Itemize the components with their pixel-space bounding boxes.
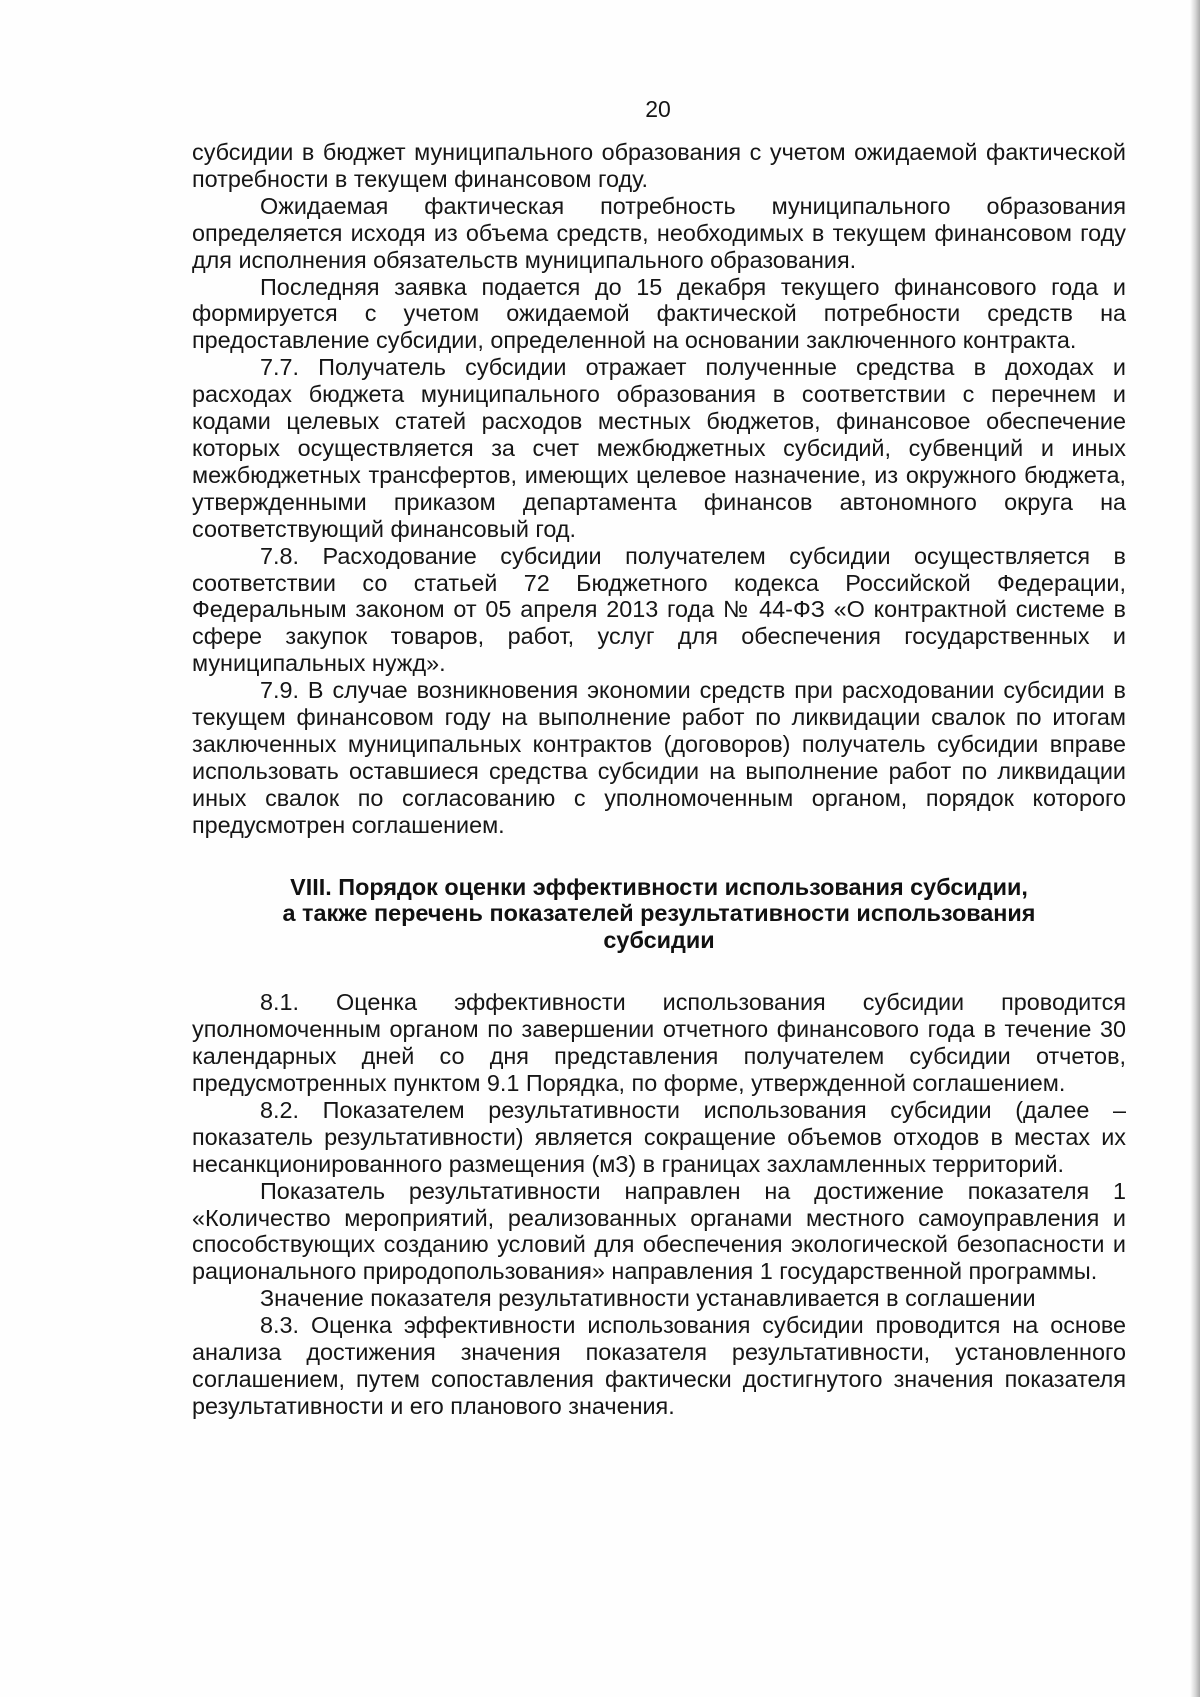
- paragraph-8-1: 8.1. Оценка эффективности использования субсидии проводится уполномоченным органом по завершении отчетного финансового года в течение 30 календарных дней со дня представления получателем субсидии отчетов, предусмотренных пунктом 9.1 Порядка, по форме, утвержденной соглашением.: [192, 989, 1126, 1096]
- paragraph-7-8: 7.8. Расходование субсидии получателем субсидии осуществляется в соответствии со статьей 72 Бюджетного кодекса Российской Федерации, Федеральным законом от 05 апреля 2013 года № 44-ФЗ «О контрактной системе в сфере закупок товаров, работ, услуг для обеспечения государственных и муниципальных нужд».: [192, 542, 1126, 677]
- paragraph-8-2: 8.2. Показателем результативности использования субсидии (далее – показатель результативности) является сокращение объемов отходов в местах их несанкционированного размещения (м3) в границах захламленных территорий.: [192, 1096, 1126, 1177]
- paragraph-indicator-value: Значение показателя результативности устанавливается в соглашении: [260, 1285, 1036, 1312]
- section-heading-line-3: субсидии: [603, 927, 715, 954]
- scan-page-edge: [1190, 0, 1200, 1697]
- paragraph-indicator-direction: Показатель результативности направлен на достижение показателя 1 «Количество мероприятий, реализованных органами местного самоуправления и способствующих созданию условий для обеспечения экологической безопасности и рационального природопользования» направления 1 государственной программы.: [192, 1177, 1126, 1285]
- paragraph-7-9: 7.9. В случае возникновения экономии средств при расходовании субсидии в текущем финансовом году на выполнение работ по ликвидации свалок по итогам заключенных муниципальных контрактов (договоров) получатель субсидии вправе использовать оставшиеся средства субсидии на выполнение работ по ликвидации иных свалок по согласованию с уполномоченным органом, порядок которого предусмотрен соглашением.: [192, 677, 1126, 838]
- paragraph-expected-need: Ожидаемая фактическая потребность муниципального образования определяется исходя из объема средств, необходимых в текущем финансовом году для исполнения обязательств муниципального образования.: [192, 192, 1126, 273]
- document-body: [192, 139, 1126, 1420]
- paragraph-last-application: Последняя заявка подается до 15 декабря текущего финансового года и формируется с учетом ожидаемой фактической потребности средств на предоставление субсидии, определенной на основании заключенного контракта.: [192, 273, 1126, 354]
- paragraph-continuation: субсидии в бюджет муниципального образования с учетом ожидаемой фактической потребности в текущем финансовом году.: [192, 139, 1126, 192]
- section-heading-line-1: VIII. Порядок оценки эффективности использования субсидии,: [290, 873, 1028, 900]
- paragraph-7-7: 7.7. Получатель субсидии отражает полученные средства в доходах и расходах бюджета муниципального образования в соответствии с перечнем и кодами целевых статей расходов местных бюджетов, финансовое обеспечение которых осуществляется за счет межбюджетных субсидий, субвенций и иных межбюджетных трансфертов, имеющих целевое назначение, из окружного бюджета, утвержденными приказом департамента финансов автономного округа на соответствующий финансовый год.: [192, 354, 1126, 542]
- paragraph-8-3: 8.3. Оценка эффективности использования субсидии проводится на основе анализа достижения значения показателя результативности, установленного соглашением, путем сопоставления фактически достигнутого значения показателя результативности и его планового значения.: [192, 1312, 1126, 1419]
- section-heading-viii: [192, 874, 1126, 955]
- section-heading-line-2: а также перечень показателей результативности использования: [282, 900, 1036, 927]
- page-number: 20: [645, 96, 671, 122]
